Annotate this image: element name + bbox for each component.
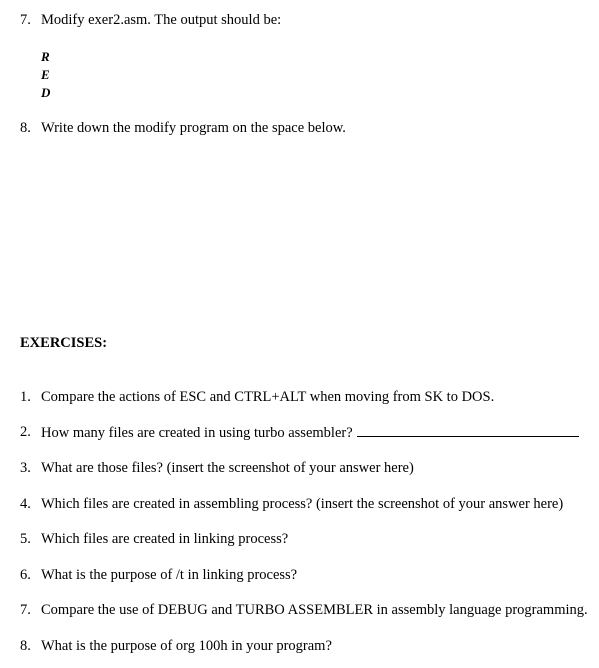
output-letter: E bbox=[41, 67, 50, 82]
exercise-text: What are those files? (insert the screenshot of your answer here) bbox=[41, 460, 414, 476]
output-letter: R bbox=[41, 49, 50, 64]
output-letter: D bbox=[41, 85, 51, 100]
answer-blank-line[interactable] bbox=[357, 425, 579, 437]
question-number: 8. bbox=[20, 120, 31, 136]
question-text: Modify exer2.asm. The output should be: bbox=[41, 12, 282, 28]
exercises-heading: EXERCISES: bbox=[20, 335, 108, 351]
exercise-number: 2. bbox=[20, 424, 31, 440]
exercise-number: 4. bbox=[20, 496, 31, 512]
exercise-number: 3. bbox=[20, 460, 31, 476]
exercise-text: Which files are created in linking process? bbox=[41, 531, 289, 547]
exercise-number: 6. bbox=[20, 567, 31, 583]
question-text: Write down the modify program on the space below. bbox=[41, 120, 346, 136]
exercise-text: Compare the use of DEBUG and TURBO ASSEMBLER in assembly language programming. bbox=[41, 602, 588, 618]
question-number: 7. bbox=[20, 12, 31, 28]
exercise-text: What is the purpose of org 100h in your program? bbox=[41, 638, 332, 654]
exercise-text: Which files are created in assembling process? (insert the screenshot of your answer here) bbox=[41, 496, 564, 512]
exercise-text: How many files are created in using turbo assembler? bbox=[41, 425, 353, 441]
exercise-number: 1. bbox=[20, 389, 31, 405]
answer-space[interactable] bbox=[20, 145, 580, 320]
exercise-number: 8. bbox=[20, 638, 31, 654]
exercise-text: What is the purpose of /t in linking process? bbox=[41, 567, 298, 583]
exercise-text: Compare the actions of ESC and CTRL+ALT when moving from SK to DOS. bbox=[41, 389, 495, 405]
exercise-number: 7. bbox=[20, 602, 31, 618]
exercise-number: 5. bbox=[20, 531, 31, 547]
